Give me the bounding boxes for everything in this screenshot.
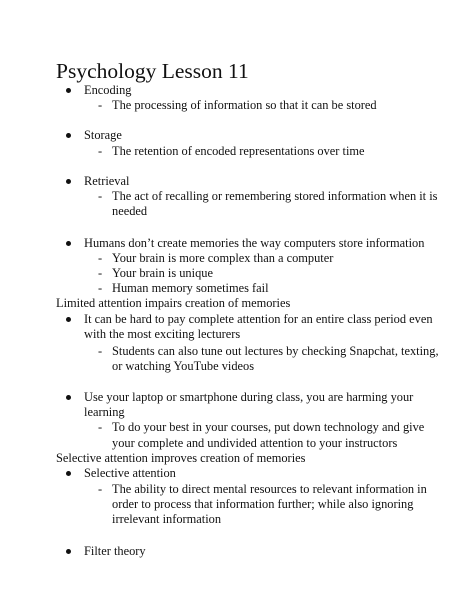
encoding-definition: The processing of information so that it can be stored	[112, 98, 377, 112]
bullet-laptop	[66, 395, 71, 400]
hard-line1: It can be hard to pay complete attention for an entire class period even	[84, 312, 433, 326]
hard-sub-line1: Students can also tune out lectures by checking Snapchat, texting,	[112, 344, 439, 358]
selective-attention-heading: Selective attention improves creation of memories	[56, 451, 306, 465]
laptop-line2: learning	[84, 405, 125, 419]
bullet-filter	[66, 549, 71, 554]
dash-retrieval-def: -	[98, 189, 103, 203]
retrieval-label: Retrieval	[84, 174, 130, 188]
dash-selective-def: -	[98, 482, 103, 496]
limited-attention-heading: Limited attention impairs creation of memories	[56, 296, 291, 310]
dash-humans-sub2: -	[98, 266, 103, 280]
selective-definition-line1: The ability to direct mental resources to relevant information in	[112, 482, 427, 496]
laptop-sub-line2: your complete and undivided attention to your instructors	[112, 436, 398, 450]
dash-hard-sub: -	[98, 344, 103, 358]
bullet-retrieval	[66, 179, 71, 184]
selective-definition-line2: order to process that information further; while also ignoring	[112, 497, 414, 511]
humans-sub-unique: Your brain is unique	[112, 266, 213, 280]
bullet-storage	[66, 133, 71, 138]
dash-laptop-sub: -	[98, 420, 103, 434]
laptop-sub-line1: To do your best in your courses, put down technology and give	[112, 420, 425, 434]
filter-theory-label: Filter theory	[84, 544, 146, 558]
hard-line2: with the most exciting lecturers	[84, 327, 241, 341]
dash-storage-def: -	[98, 144, 103, 158]
humans-sub-complex: Your brain is more complex than a computer	[112, 251, 334, 265]
selective-label: Selective attention	[84, 466, 176, 480]
storage-definition: The retention of encoded representations over time	[112, 144, 365, 158]
bullet-humans	[66, 241, 71, 246]
humans-sub-fail: Human memory sometimes fail	[112, 281, 269, 295]
bullet-selective	[66, 471, 71, 476]
bullet-hard	[66, 317, 71, 322]
retrieval-definition-line1: The act of recalling or remembering stored information when it is	[112, 189, 438, 203]
laptop-line1: Use your laptop or smartphone during class, you are harming your	[84, 390, 414, 404]
retrieval-definition-line2: needed	[112, 204, 148, 218]
dash-humans-sub1: -	[98, 251, 103, 265]
dash-encoding-def: -	[98, 98, 103, 112]
humans-statement: Humans don’t create memories the way computers store information	[84, 236, 425, 250]
bullet-encoding	[66, 88, 71, 93]
storage-label: Storage	[84, 128, 122, 142]
selective-definition-line3: irrelevant information	[112, 512, 222, 526]
dash-humans-sub3: -	[98, 281, 103, 295]
page-title: Psychology Lesson 11	[56, 59, 249, 83]
hard-sub-line2: or watching YouTube videos	[112, 359, 255, 373]
encoding-label: Encoding	[84, 83, 132, 97]
